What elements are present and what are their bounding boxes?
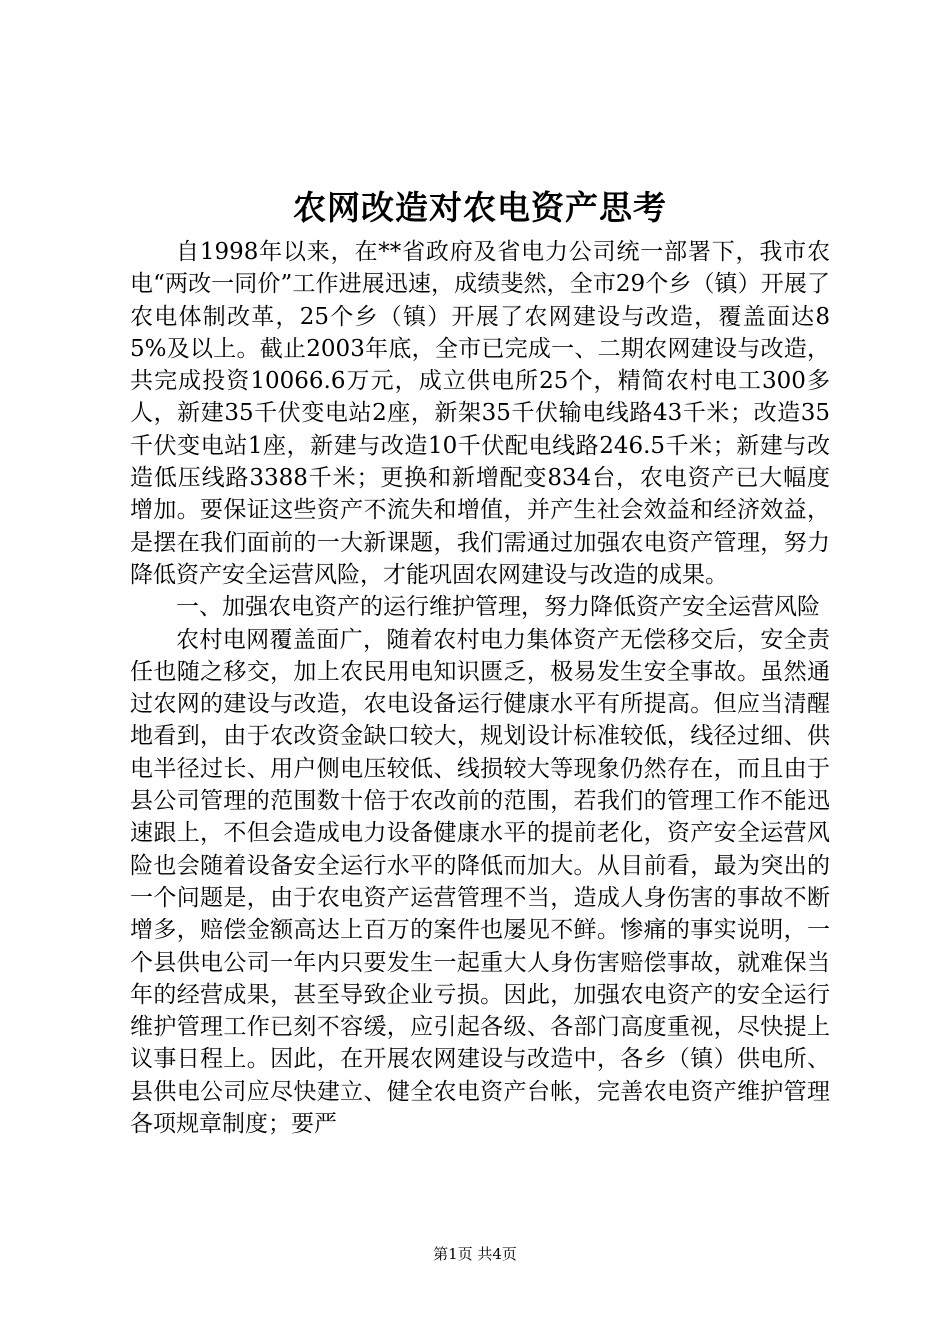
- section-heading-1: 一、加强农电资产的运行维护管理，努力降低资产安全运营风险: [176, 594, 820, 621]
- page-footer: 第1页 共4页: [433, 1245, 517, 1263]
- document-body: [130, 236, 830, 1140]
- paragraph-section-1: 农村电网覆盖面广，随着农村电力集体资产无偿移交后，安全责任也随之移交，加上农民用电知识匮乏，极易发生安全事故。虽然通过农网的建设与改造，农电设备运行健康水平有所提高。但应当清醒地看到，由于农改资金缺口较大，规划设计标准较低，线径过细、供电半径过长、用户侧电压较低、线损较大等现象仍然存在，而且由于县公司管理的范围数十倍于农改前的范围，若我们的管理工作不能迅速跟上，不但会造成电力设备健康水平的提前老化，资产安全运营风险也会随着设备安全运行水平的降低而加大。从目前看，最为突出的一个问题是，由于农电资产运营管理不当，造成人身伤害的事故不断增多，赔偿金额高达上百万的案件也屡见不鲜。惨痛的事实说明，一个县供电公司一年内只要发生一起重大人身伤害赔偿事故，就难保当年的经营成果，甚至导致企业亏损。因此，加强农电资产的安全运行维护管理工作已刻不容缓，应引起各级、各部门高度重视，尽快提上议事日程上。因此，在开展农网建设与改造中，各乡（镇）供电所、县供电公司应尽快建立、健全农电资产台帐，完善农电资产维护管理各项规章制度；要严: [130, 626, 830, 1138]
- document-page: [130, 0, 830, 1344]
- document-title: 农网改造对农电资产思考: [293, 188, 667, 227]
- paragraph-intro: 自1998年以来，在**省政府及省电力公司统一部署下，我市农电“两改一同价”工作进展迅速，成绩斐然，全市29个乡（镇）开展了农电体制改革，25个乡（镇）开展了农网建设与改造，覆盖面达85%及以上。截止2003年底，全市已完成一、二期农网建设与改造，共完成投资10066.6万元，成立供电所25个，精简农村电工300多人，新建35千伏变电站2座，新架35千伏输电线路43千米；改造35千伏变电站1座，新建与改造10千伏配电线路246.5千米；新建与改造低压线路3388千米；更换和新增配变834台，农电资产已大幅度增加。要保证这些资产不流失和增值，并产生社会效益和经济效益，是摆在我们面前的一大新课题，我们需通过加强农电资产管理，努力降低资产安全运营风险，才能巩固农网建设与改造的成果。: [130, 239, 830, 588]
